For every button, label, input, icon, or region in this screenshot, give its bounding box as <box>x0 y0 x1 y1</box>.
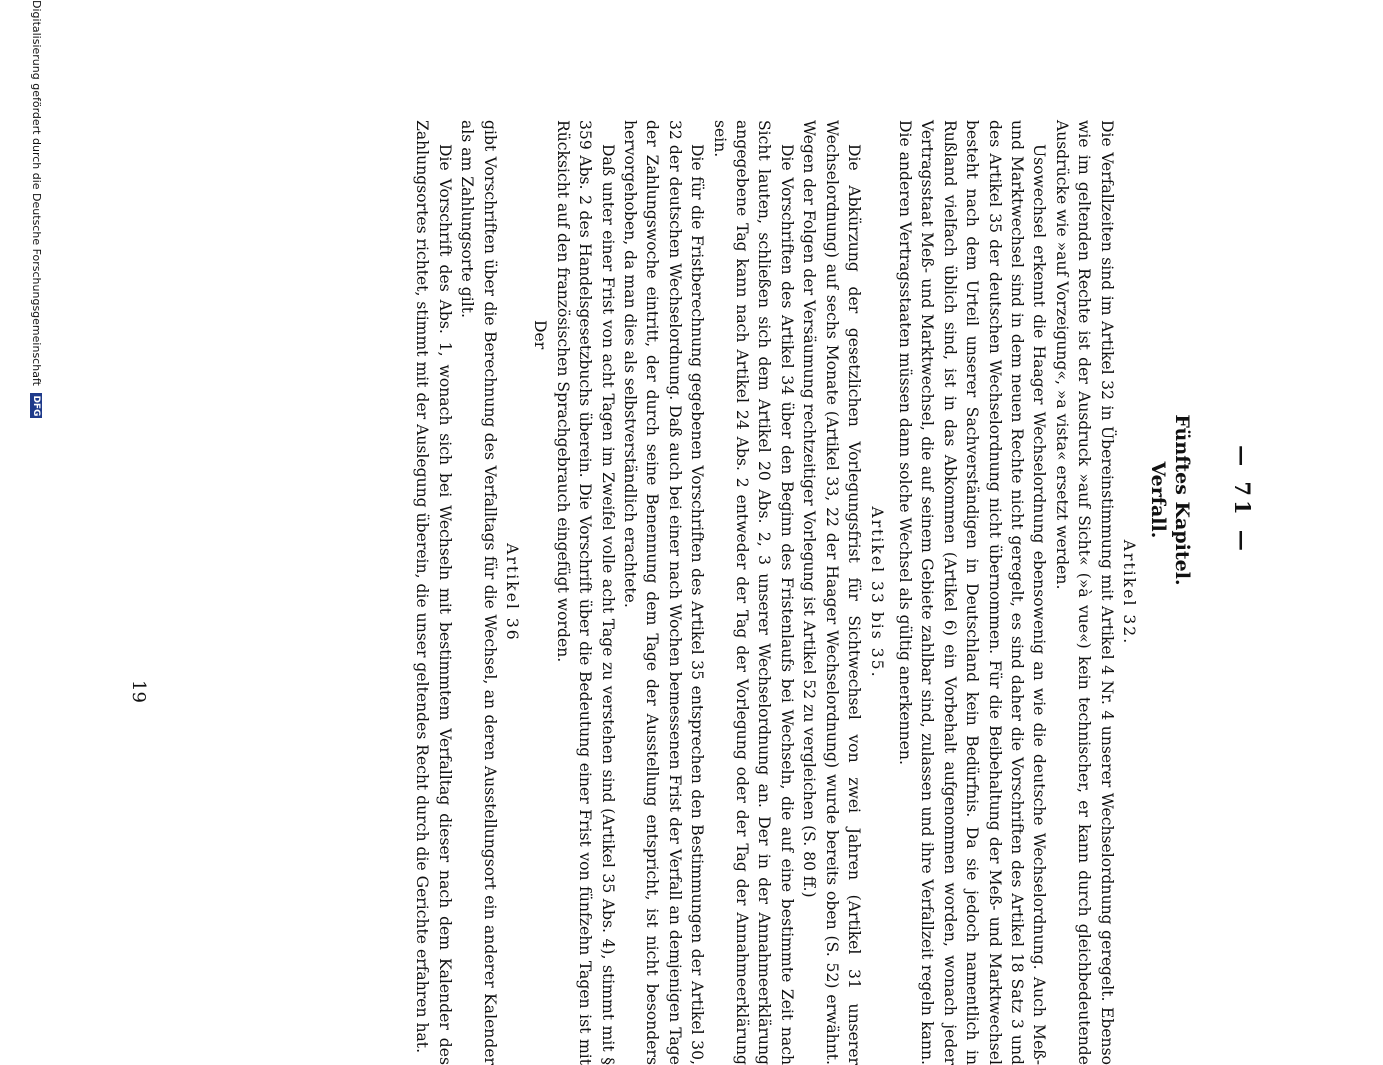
article-heading: Artikel 33 bis 35. <box>867 506 886 679</box>
chapter-title: Fünftes Kapitel. <box>1171 414 1193 586</box>
paragraph: Daß unter einer Frist von acht Tagen im Zweifel volle acht Tage zu verstehen sind (Artikel 35 Abs. 4), stimmt mit § 359 Abs. 2 des Handelsgesetzbuchs überein. Die Vorschrift über die Bedeutung einer Frist von fünfzehn Tagen ist mit Rücksicht auf den französischen Sprachgebrauch eingefügt worden. <box>553 120 617 1065</box>
paragraph: Die Abkürzung der gesetzlichen Vorlegungsfrist für Sichtwechsel von zwei Jahren (Artikel 31 unserer Wechselordnung) auf sechs Monate (Artikel 33, 22 der Haager Wechselordnung) wurde bereits oben (S. 52) erwähnt. Wegen der Folgen der Versäumung rechtzeitiger Vorlegung ist Artikel 52 zu vergleichen (S. 80 ff.) <box>800 120 864 1065</box>
paragraph: Die Vorschrift des Abs. 1, wonach sich bei Wechseln mit bestimmtem Verfalltag dieser nach dem Kalender des Zahlungsortes richtet, stimmt mit der Auslegung überein, die unser geltendes Recht durch die Gerichte erfahren hat. <box>413 120 454 1065</box>
article-heading: Artikel 36 <box>503 543 522 642</box>
body-text <box>411 120 1140 1065</box>
catchword: Der <box>531 320 550 350</box>
digitization-note <box>30 0 43 1000</box>
paragraph: Die für die Fristberechnung gegebenen Vorschriften des Artikel 35 entsprechen den Bestimmungen der Artikel 30, 32 der deutschen Wechselordnung. Daß auch bei einer nach Wochen bemessenen Frist der Verfall an demjenigen Tage der Zahlungswoche eintritt, der durch seine Benennung dem Tage der Ausstellung entspricht, ist nicht besonders hervorgehoben, da man dies als selbstverständlich erachtete. <box>621 120 707 1065</box>
paragraph: gibt Vorschriften über die Berechnung des Verfalltags für die Wechsel, an deren Ausstellungsort ein anderer Kalender als am Zahlungsorte gilt. <box>458 120 499 1065</box>
paragraph: Usowechsel erkennt die Haager Wechselordnung ebensowenig an wie die deutsche Wechselordnung. Auch Meß- und Marktwechsel sind in dem neuen Rechte nicht geregelt, es sind daher die Vorschriften des Artikel 18 Satz 3 und des Artikel 35 der deutschen Wechselordnung nicht übernommen. Für die Beibehaltung der Meß- und Marktwechsel besteht nach dem Urteil unserer Sachverständigen in Deutschland kein Bedürfnis. Da sie jedoch namentlich in Rußland vielfach üblich sind, ist in das Abkommen (Artikel 6) ein Vorbehalt aufgenommen worden, wonach jeder Vertragsstaat Meß- und Marktwechsel, die auf seinem Gebiete zahlbar sind, zulassen und ihre Verfallzeit regeln kann. Die anderen Vertragsstaaten müssen dann solche Wechsel als gültig anerkennen. <box>895 120 1049 1065</box>
signature-mark: 19 <box>128 680 149 703</box>
digitization-note-text: Digitalisierung gefördert durch die Deutsche Forschungsgemeinschaft <box>30 0 43 386</box>
paragraph: Die Verfallzeiten sind im Artikel 32 in Übereinstimmung mit Artikel 4 Nr. 4 unserer Wechselordnung geregelt. Ebenso wie im geltenden Rechte ist der Ausdruck »auf Sicht« (»à vue«) kein technischer, er kann durch gleichbedeutende Ausdrücke wie »auf Vorzeigung«, »a vista« ersetzt werden. <box>1052 120 1116 1065</box>
article-heading: Artikel 32. <box>1120 539 1138 646</box>
paragraph: Die Vorschriften des Artikel 34 über den Beginn des Fristenlaufs bei Wechseln, die auf eine bestimmte Zeit nach Sicht lauten, schließen sich dem Artikel 20 Abs. 2, 3 unserer Wechselordnung an. Der in der Annahmeerklärung angegebene Tag kann nach Artikel 24 Abs. 2 entweder der Tag der Vorlegung oder der Tag der Annahmeerklärung sein. <box>710 120 796 1065</box>
chapter-subtitle: Verfall. <box>1147 461 1169 539</box>
dfg-logo-icon: DFG <box>31 395 41 417</box>
page-number: — 71 — <box>1230 445 1255 555</box>
